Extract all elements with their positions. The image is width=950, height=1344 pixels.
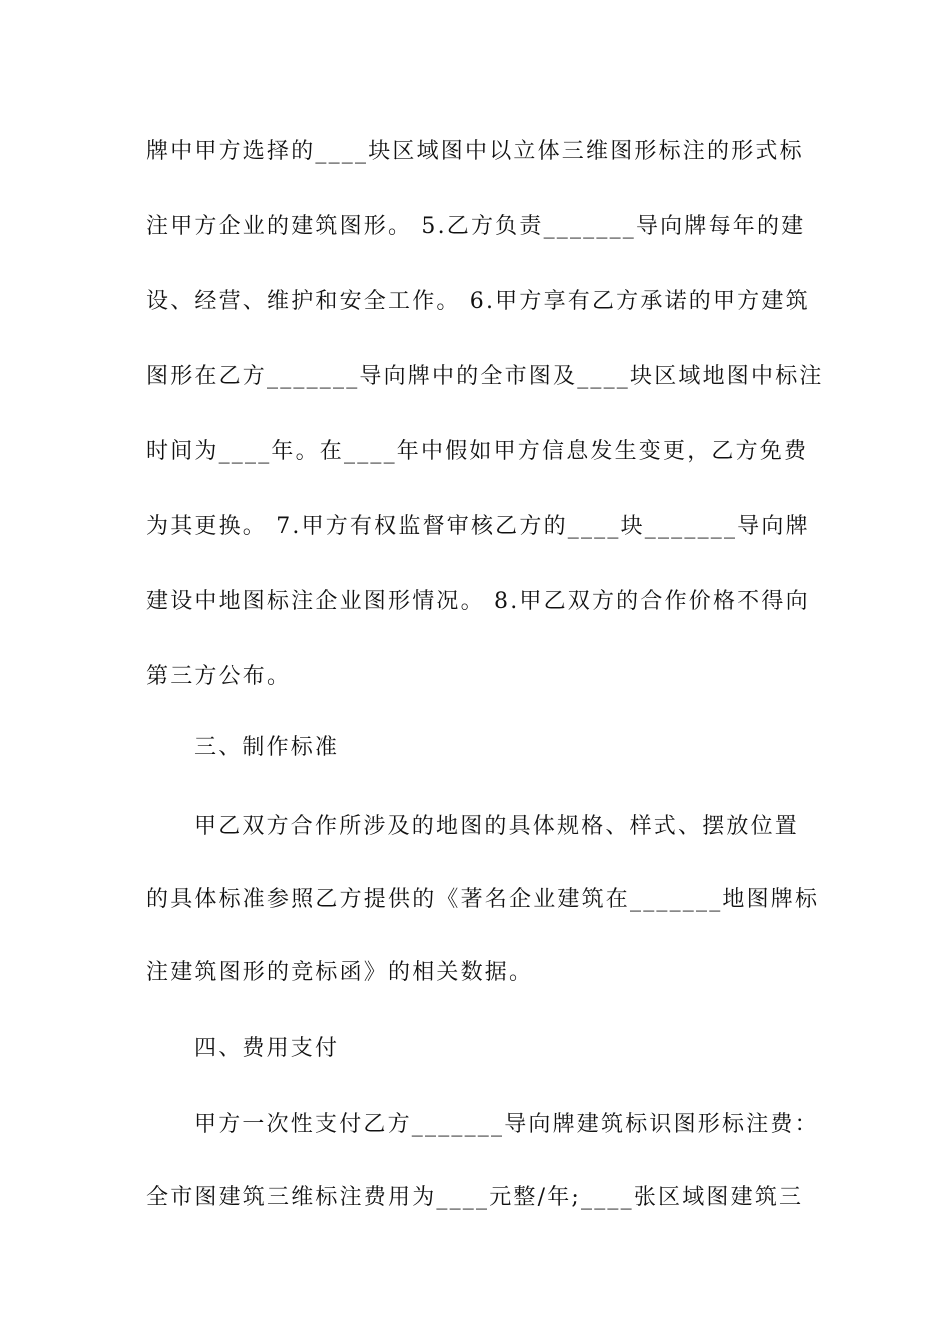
body-text-line: 第三方公布。 <box>146 664 292 689</box>
body-text-line: 设、经营、维护和安全工作。 6.甲方享有乙方承诺的甲方建筑 <box>146 289 810 314</box>
body-text-line: 注建筑图形的竞标函》的相关数据。 <box>146 960 534 985</box>
body-text-line: 全市图建筑三维标注费用为____元整/年;____张区域图建筑三 <box>146 1185 804 1210</box>
section-heading: 三、制作标准 <box>194 735 340 760</box>
body-text-line: 的具体标准参照乙方提供的《著名企业建筑在_______地图牌标 <box>146 887 820 912</box>
body-text-line: 时间为____年。在____年中假如甲方信息发生变更，乙方免费 <box>146 439 809 464</box>
body-text-line: 为其更换。 7.甲方有权监督审核乙方的____块_______导向牌 <box>146 514 810 539</box>
body-text-line: 牌中甲方选择的____块区域图中以立体三维图形标注的形式标 <box>146 139 804 164</box>
body-text-line: 甲方一次性支付乙方_______导向牌建筑标识图形标注费： <box>194 1112 819 1137</box>
section-heading: 四、费用支付 <box>194 1036 340 1061</box>
body-text-line: 建设中地图标注企业图形情况。 8.甲乙双方的合作价格不得向 <box>146 589 810 614</box>
body-text-line: 甲乙双方合作所涉及的地图的具体规格、样式、摆放位置 <box>194 814 800 839</box>
body-text-line: 图形在乙方_______导向牌中的全市图及____块区域地图中标注 <box>146 364 824 389</box>
body-text-line: 注甲方企业的建筑图形。 5.乙方负责_______导向牌每年的建 <box>146 214 806 239</box>
